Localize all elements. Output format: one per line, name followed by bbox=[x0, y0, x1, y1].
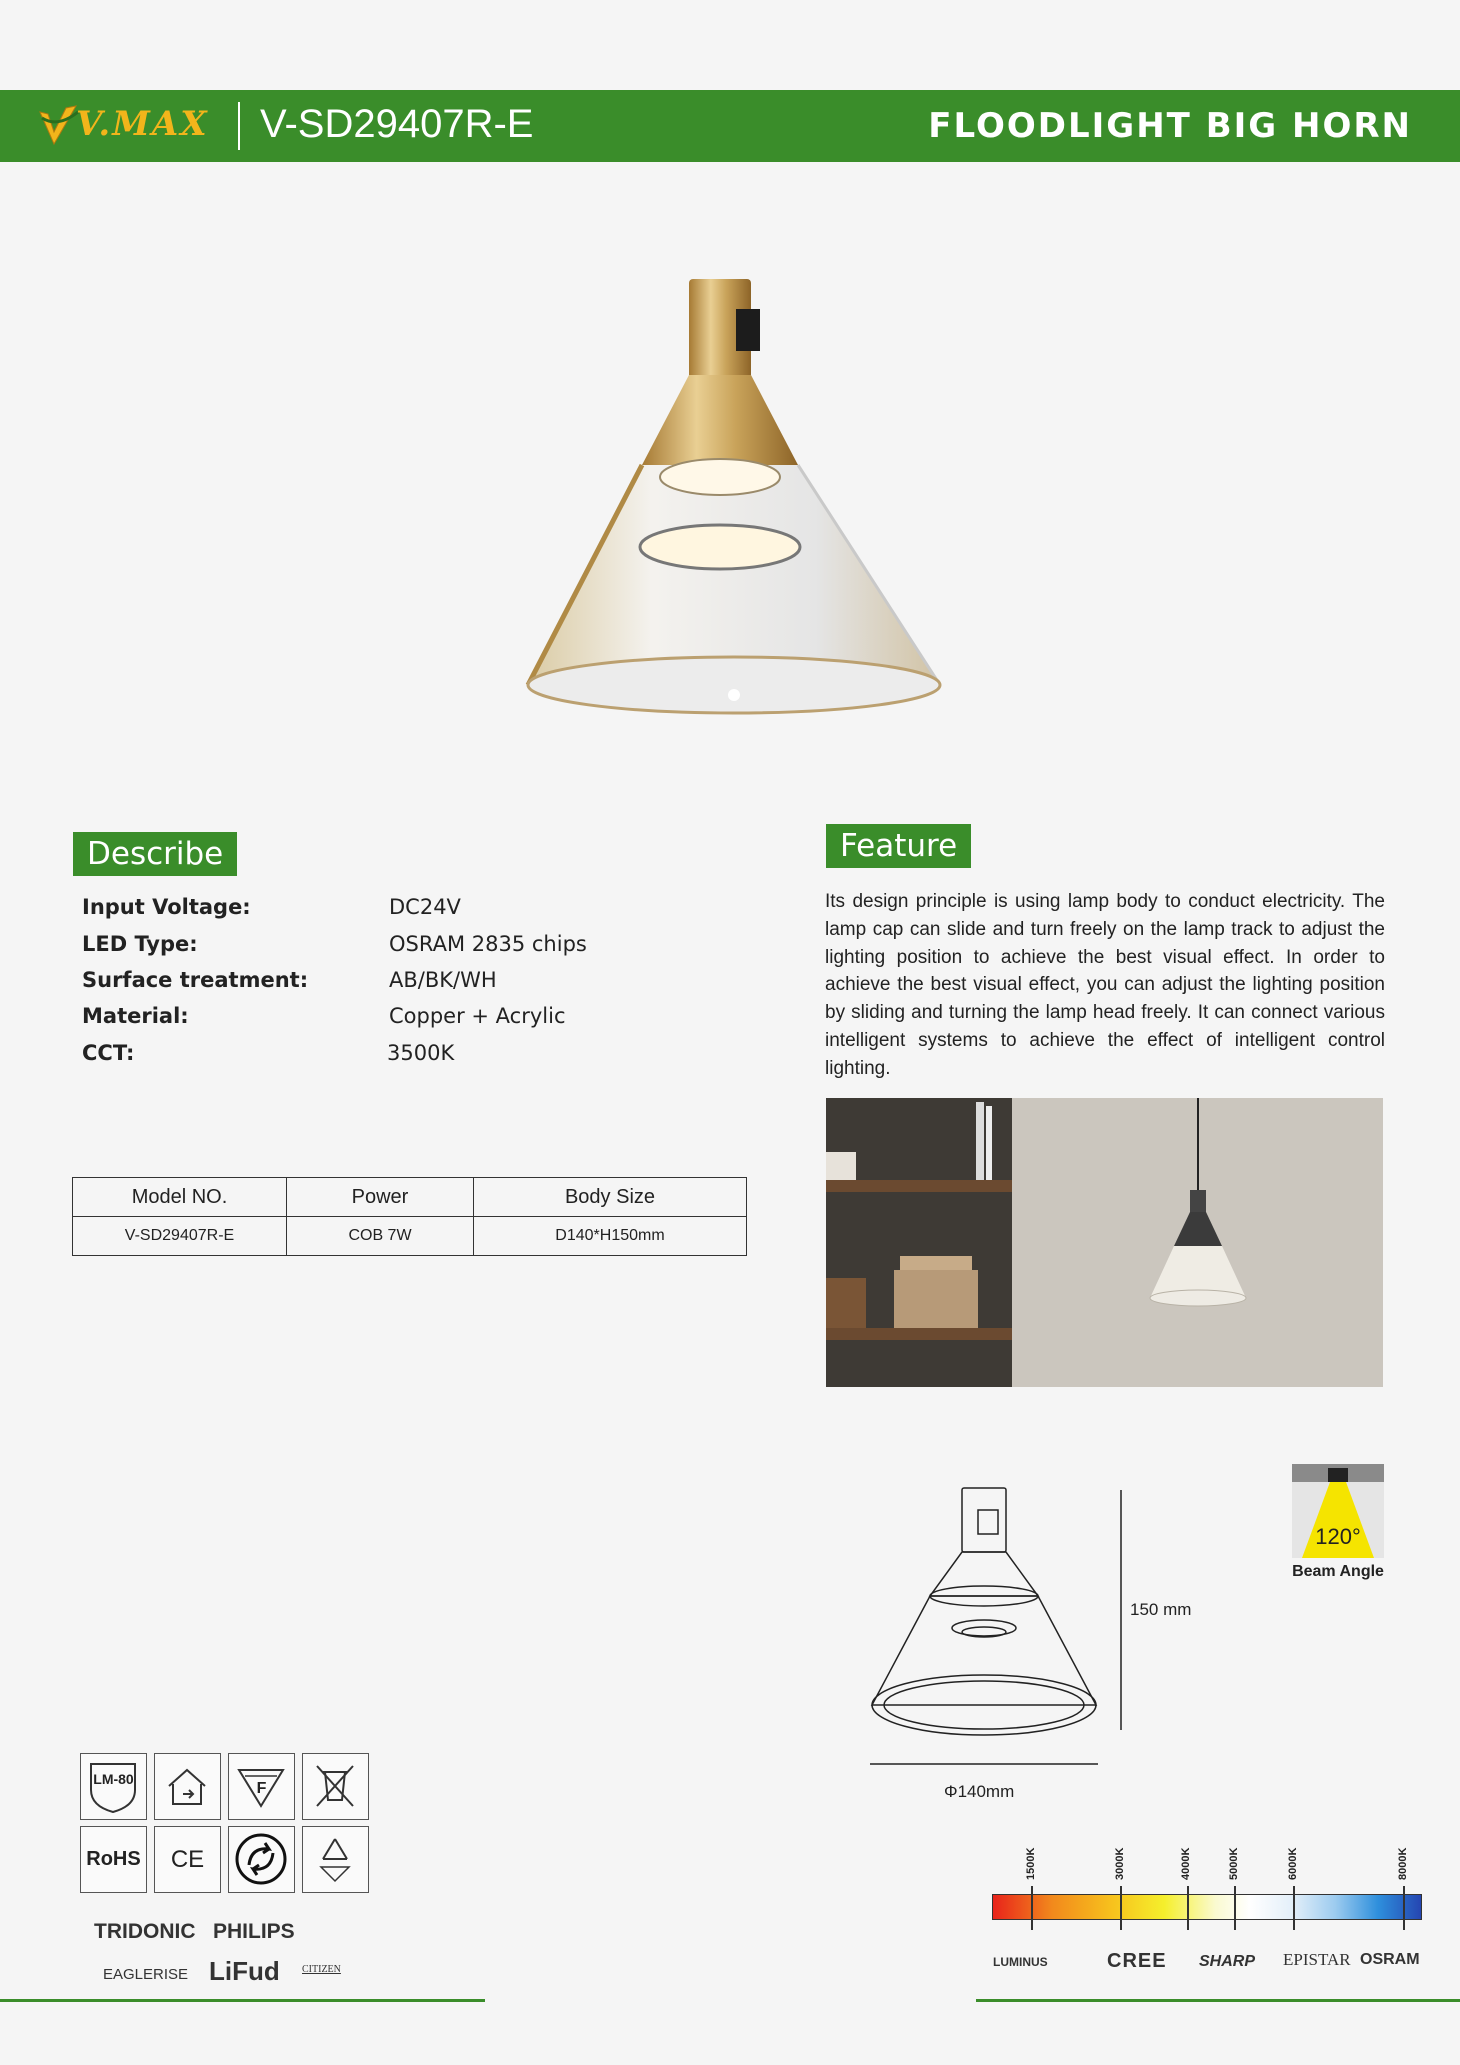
spec-label: Input Voltage: bbox=[82, 895, 251, 919]
brand-cree: CREE bbox=[1107, 1950, 1167, 1972]
lm80-text: LM-80 bbox=[93, 1770, 134, 1787]
brand-epistar: EPISTAR bbox=[1283, 1950, 1351, 1969]
cct-tick bbox=[1120, 1886, 1122, 1930]
model-title: V-SD29407R-E bbox=[260, 102, 534, 146]
brand-sharp: SHARP bbox=[1199, 1953, 1256, 1970]
product-image bbox=[500, 265, 960, 735]
feature-heading: Feature bbox=[826, 824, 971, 868]
spec-value: Copper + Acrylic bbox=[389, 1004, 566, 1028]
green-dot-icon bbox=[229, 1827, 293, 1891]
diameter-dimension: Φ140mm bbox=[944, 1782, 1015, 1801]
table-cell: D140*H150mm bbox=[474, 1217, 747, 1256]
table-header: Power bbox=[287, 1178, 474, 1217]
table-cell: V-SD29407R-E bbox=[73, 1217, 287, 1256]
height-dimension: 150 mm bbox=[1130, 1600, 1192, 1619]
cct-label: 8000K bbox=[1397, 1847, 1409, 1880]
spec-value: 3500K bbox=[387, 1041, 455, 1065]
spec-label: CCT: bbox=[82, 1041, 135, 1065]
brand-tridonic: TRIDONIC bbox=[94, 1920, 196, 1943]
model-table bbox=[72, 1177, 747, 1256]
weee-badge bbox=[302, 1753, 369, 1820]
brand-eaglerise: EAGLERISE bbox=[103, 1966, 189, 1983]
brand-luminus: LUMINUS bbox=[993, 1955, 1048, 1969]
cct-tick bbox=[1234, 1886, 1236, 1930]
product-title: FLOODLIGHT BIG HORN bbox=[928, 106, 1412, 146]
table-cell: COB 7W bbox=[287, 1217, 474, 1256]
describe-heading: Describe bbox=[73, 832, 237, 876]
table-header: Model NO. bbox=[73, 1178, 287, 1217]
cct-tick bbox=[1403, 1886, 1405, 1930]
green-dot-badge bbox=[228, 1826, 295, 1893]
spec-label: LED Type: bbox=[82, 932, 198, 956]
spec-value: DC24V bbox=[389, 895, 461, 919]
logo-text: V.MAX bbox=[76, 104, 209, 144]
ce-badge bbox=[154, 1826, 221, 1893]
cct-label: 4000K bbox=[1180, 1847, 1192, 1880]
rohs-badge bbox=[80, 1826, 147, 1893]
cct-label: 3000K bbox=[1114, 1847, 1126, 1880]
header-bar bbox=[0, 90, 1460, 162]
table-header: Body Size bbox=[474, 1178, 747, 1217]
cct-tick bbox=[1293, 1886, 1295, 1930]
cct-color-bar bbox=[992, 1894, 1422, 1920]
cct-label: 1500K bbox=[1025, 1847, 1037, 1880]
spec-value: OSRAM 2835 chips bbox=[389, 932, 587, 956]
lm80-badge bbox=[80, 1753, 147, 1820]
crossed-bin-icon bbox=[303, 1754, 367, 1818]
cct-label: 5000K bbox=[1228, 1847, 1240, 1880]
brand-lifud: LiFud bbox=[209, 1956, 280, 1986]
logo-swoosh-icon bbox=[36, 98, 80, 154]
recycle-badge bbox=[302, 1826, 369, 1893]
brand-citizen: CITIZEN bbox=[302, 1964, 341, 1975]
brand-osram: OSRAM bbox=[1360, 1951, 1420, 1968]
header-divider bbox=[238, 102, 240, 150]
rohs-text: RoHS bbox=[86, 1848, 141, 1870]
table-row bbox=[73, 1217, 747, 1256]
beam-angle-label: Beam Angle bbox=[1292, 1563, 1384, 1580]
feature-description: Its design principle is using lamp body to conduct electricity. The lamp cap can slide and turn freely on the lamp track to adjust the lighting position to achieve the best visual effect. In order to achieve the best visual effect, you can adjust the lighting position by sliding and turning the lamp head freely. It can connect various intelligent systems to achieve the effect of intelligent control lighting. bbox=[825, 891, 1385, 1079]
f-mark-text: F bbox=[256, 1779, 267, 1797]
dimension-drawing bbox=[860, 1480, 1220, 1810]
scene-photo bbox=[826, 1098, 1383, 1387]
beam-angle-value: 120° bbox=[1315, 1524, 1361, 1549]
footer-line-left bbox=[0, 1999, 485, 2002]
energy-home-badge bbox=[154, 1753, 221, 1820]
footer-line-right bbox=[976, 1999, 1460, 2002]
spec-label: Surface treatment: bbox=[82, 968, 309, 992]
spec-label: Material: bbox=[82, 1004, 189, 1028]
spec-value: AB/BK/WH bbox=[389, 968, 497, 992]
table-header-row bbox=[73, 1178, 747, 1217]
cct-label: 6000K bbox=[1287, 1847, 1299, 1880]
ce-text: CE bbox=[170, 1845, 205, 1873]
house-icon bbox=[155, 1754, 219, 1818]
recycle-icon bbox=[303, 1827, 367, 1891]
cct-tick bbox=[1031, 1886, 1033, 1930]
cct-tick bbox=[1187, 1886, 1189, 1930]
brand-philips: PHILIPS bbox=[213, 1920, 295, 1943]
f-mark-badge bbox=[228, 1753, 295, 1820]
vmax-logo bbox=[36, 98, 226, 154]
